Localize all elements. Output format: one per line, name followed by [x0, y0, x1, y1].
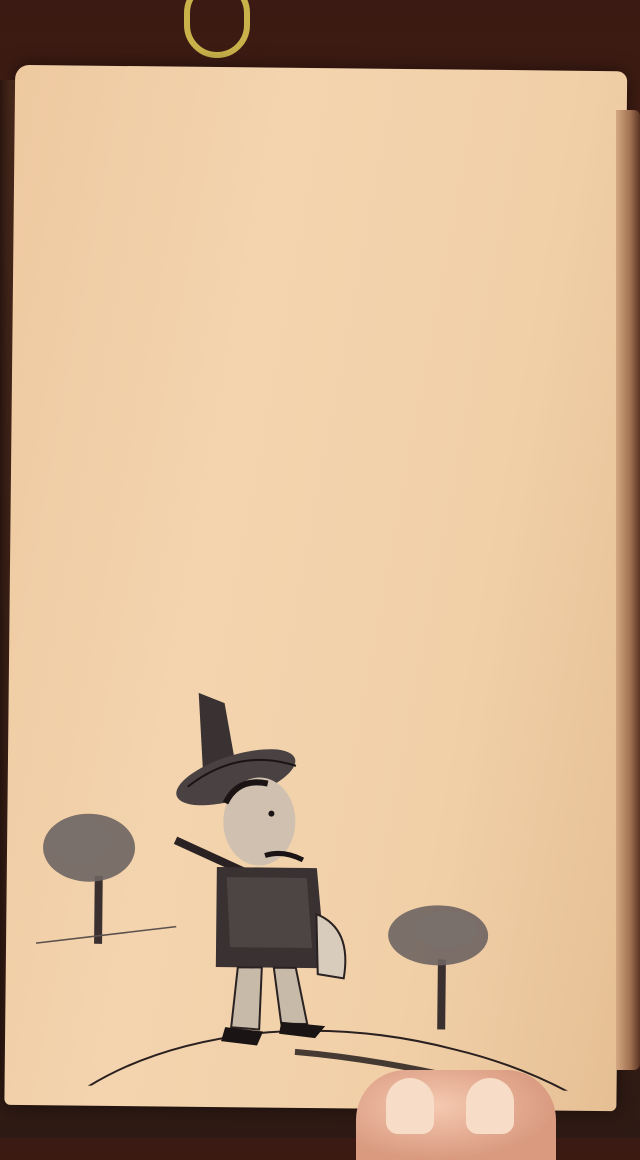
hunter-figure-icon — [167, 693, 348, 1047]
fingernail-icon — [386, 1078, 434, 1134]
bookmark-ring — [184, 0, 250, 58]
finger-icon — [356, 1070, 556, 1160]
body-text — [86, 182, 606, 187]
tree-right-icon — [387, 905, 488, 1030]
tree-left-icon — [36, 813, 177, 944]
book-page — [4, 65, 627, 1111]
fingernail-icon — [466, 1078, 514, 1134]
page-stack-edge — [616, 110, 640, 1070]
hunter-drawing-icon — [25, 625, 590, 1091]
